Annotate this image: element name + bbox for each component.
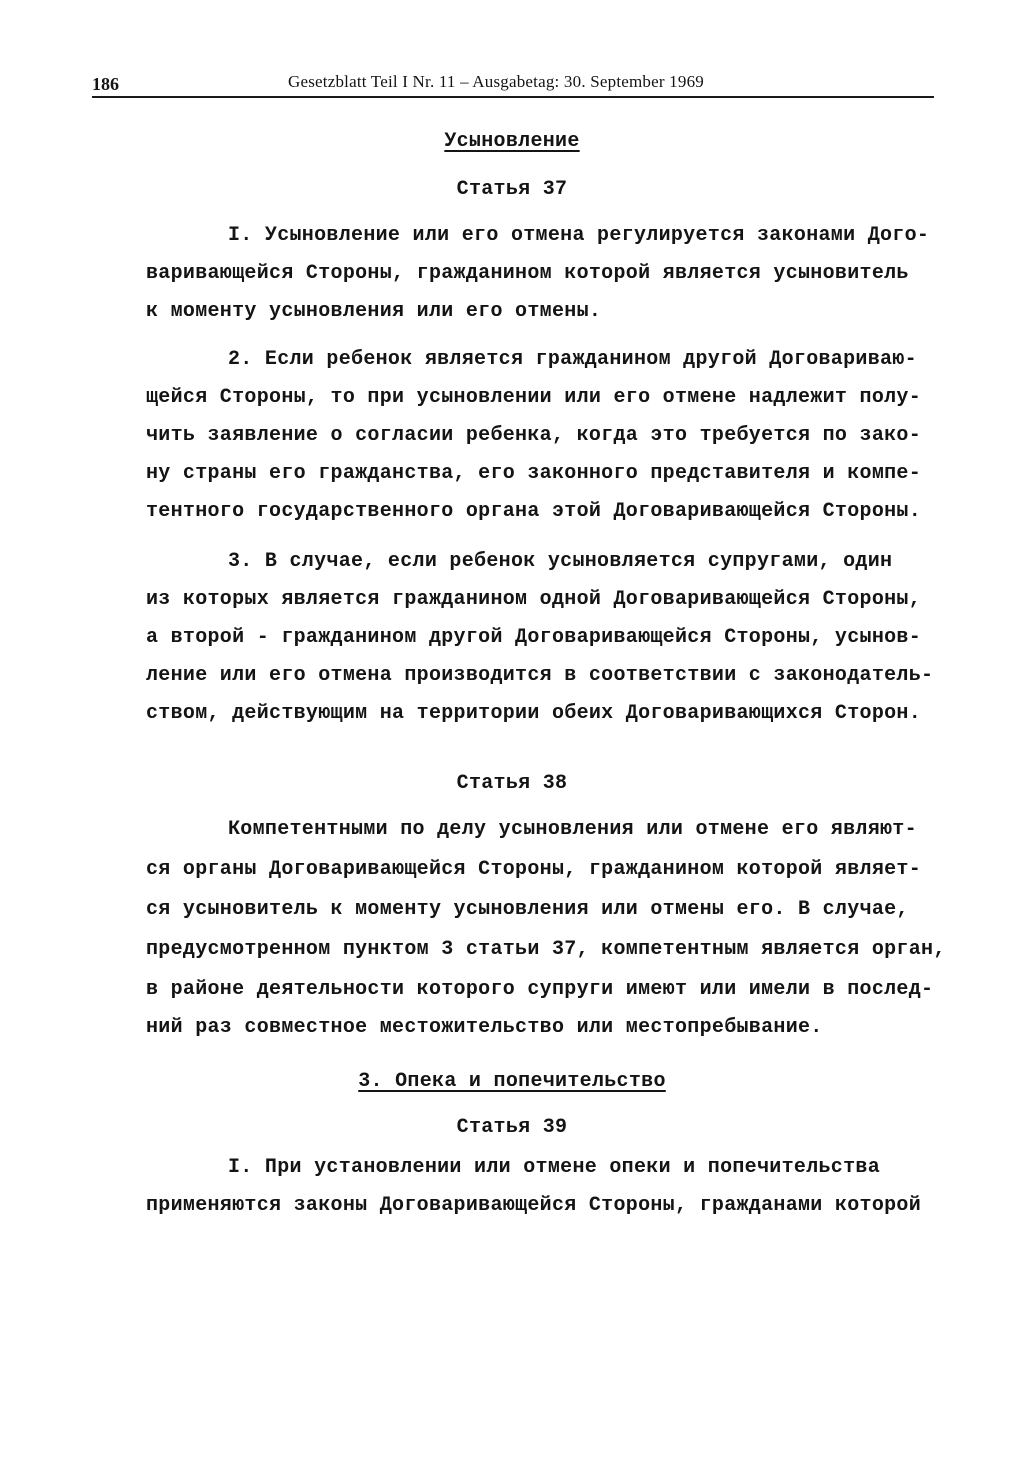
text-line: предусмотренном пунктом 3 статьи 37, компетентным является орган, bbox=[146, 938, 946, 961]
text-line: ний раз совместное местожительство или местопребывание. bbox=[146, 1016, 823, 1039]
text-line: варивающейся Стороны, гражданином которой является усыновитель bbox=[146, 262, 909, 285]
text-line: 2. Если ребенок является гражданином другой Договариваю- bbox=[228, 348, 917, 371]
article-39-heading: Статья 39 bbox=[456, 1116, 568, 1139]
article-37-heading: Статья 37 bbox=[456, 178, 568, 201]
text-line: Компетентными по делу усыновления или отмене его являют- bbox=[228, 818, 917, 841]
text-line: к моменту усыновления или его отмены. bbox=[146, 300, 602, 323]
text-line: ление или его отмена производится в соответствии с законодатель- bbox=[146, 664, 934, 687]
text-line: 3. В случае, если ребенок усыновляется супругами, один bbox=[228, 550, 893, 573]
section-heading-guardianship: 3. Опека и попечительство bbox=[358, 1070, 666, 1093]
gazette-title: Gesetzblatt Teil I Nr. 11 – Ausgabetag: 30. September 1969 bbox=[288, 72, 704, 91]
text-line: ся органы Договаривающейся Стороны, гражданином которой являет- bbox=[146, 858, 922, 881]
text-line: в районе деятельности которого супруги имеют или имели в послед- bbox=[146, 978, 934, 1001]
text-line: ну страны его гражданства, его законного представителя и компе- bbox=[146, 462, 922, 485]
text-line: тентного государственного органа этой Договаривающейся Стороны. bbox=[146, 500, 922, 523]
page-number: 186 bbox=[92, 74, 119, 94]
text-line: щейся Стороны, то при усыновлении или его отмене надлежит полу- bbox=[146, 386, 922, 409]
text-line: из которых является гражданином одной Договаривающейся Стороны, bbox=[146, 588, 922, 611]
text-line: применяются законы Договаривающейся Стороны, гражданами которой bbox=[146, 1194, 922, 1217]
page-header bbox=[92, 72, 934, 96]
text-line: I. Усыновление или его отмена регулируется законами Дого- bbox=[228, 224, 930, 247]
article-38-heading: Статья 38 bbox=[456, 772, 568, 795]
header-divider bbox=[92, 96, 934, 98]
section-heading-adoption: Усыновление bbox=[444, 130, 580, 153]
text-line: чить заявление о согласии ребенка, когда это требуется по зако- bbox=[146, 424, 922, 447]
text-line: а второй - гражданином другой Договаривающейся Стороны, усынов- bbox=[146, 626, 922, 649]
text-line: ством, действующим на территории обеих Договаривающихся Сторон. bbox=[146, 702, 922, 725]
text-line: I. При установлении или отмене опеки и попечительства bbox=[228, 1156, 881, 1179]
text-line: ся усыновитель к моменту усыновления или отмены его. В случае, bbox=[146, 898, 909, 921]
